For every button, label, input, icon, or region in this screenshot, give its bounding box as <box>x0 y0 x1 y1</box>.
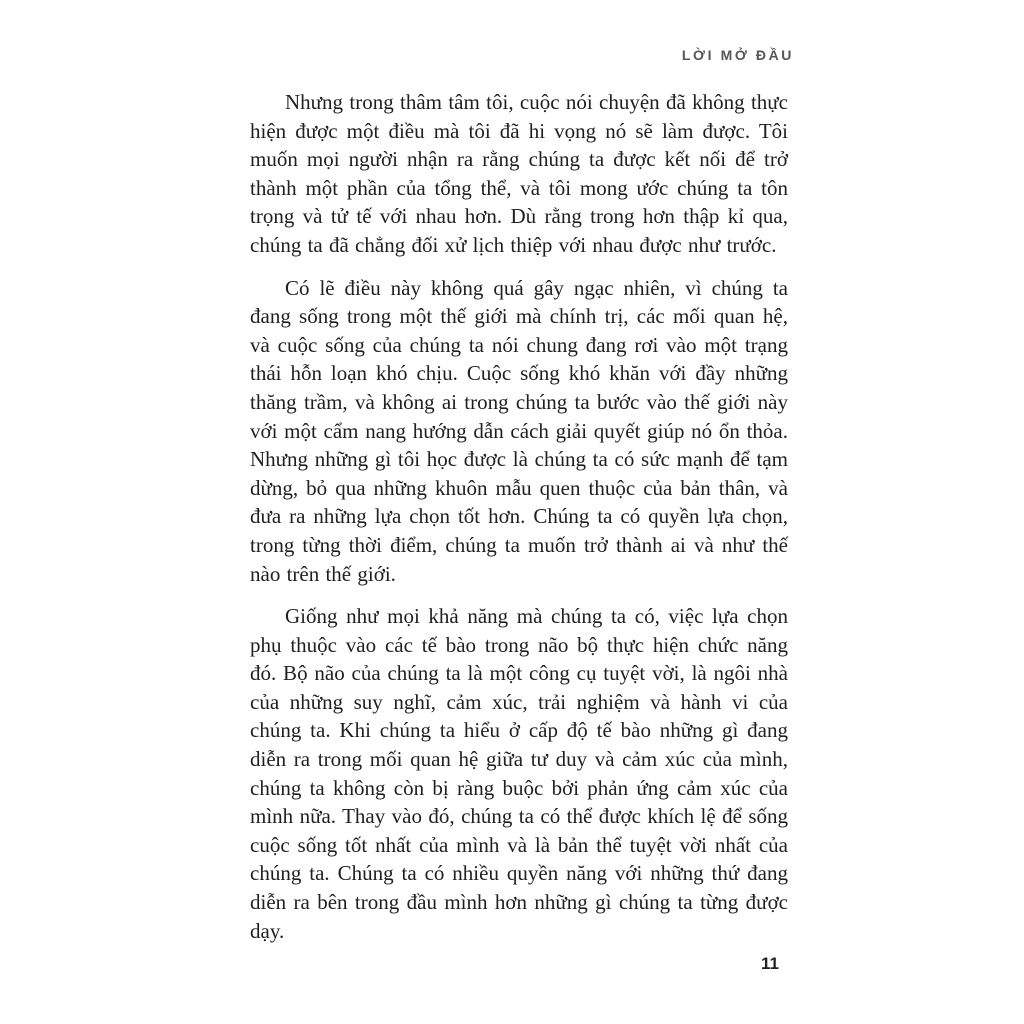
body-text-block <box>250 88 788 945</box>
running-header: LỜI MỞ ĐẦU <box>681 47 794 63</box>
paragraph-1: Nhưng trong thâm tâm tôi, cuộc nói chuyện đã không thực hiện được một điều mà tôi đã hi vọng nó sẽ làm được. Tôi muốn mọi người nhận ra rằng chúng ta được kết nối để trở thành một phần của tổng thể, và tôi mong ước chúng ta tôn trọng và tử tế với nhau hơn. Dù rằng trong hơn thập kỉ qua, chúng ta đã chẳng đối xử lịch thiệp với nhau được như trước. <box>250 90 788 257</box>
paragraph-3: Giống như mọi khả năng mà chúng ta có, việc lựa chọn phụ thuộc vào các tế bào trong não bộ thực hiện chức năng đó. Bộ não của chúng ta là một công cụ tuyệt vời, là ngôi nhà của những suy nghĩ, cảm xúc, trải nghiệm và hành vi của chúng ta. Khi chúng ta hiểu ở cấp độ tế bào những gì đang diễn ra trong mối quan hệ giữa tư duy và cảm xúc của mình, chúng ta không còn bị ràng buộc bởi phản ứng cảm xúc của mình nữa. Thay vào đó, chúng ta có thể được khích lệ để sống cuộc sống tốt nhất của mình và là bản thể tuyệt vời nhất của chúng ta. Chúng ta có nhiều quyền năng với những thứ đang diễn ra bên trong đầu mình hơn những gì chúng ta từng được dạy. <box>250 604 788 943</box>
page-number: 11 <box>761 954 779 973</box>
paragraph-2: Có lẽ điều này không quá gây ngạc nhiên, vì chúng ta đang sống trong một thế giới mà chính trị, các mối quan hệ, và cuộc sống của chúng ta nói chung đang rơi vào một trạng thái hỗn loạn khó chịu. Cuộc sống khó khăn với đầy những thăng trầm, và không ai trong chúng ta bước vào thế giới này với một cẩm nang hướng dẫn cách giải quyết giúp nó ổn thỏa. Nhưng những gì tôi học được là chúng ta có sức mạnh để tạm dừng, bỏ qua những khuôn mẫu quen thuộc của bản thân, và đưa ra những lựa chọn tốt hơn. Chúng ta có quyền lựa chọn, trong từng thời điểm, chúng ta muốn trở thành ai và như thế nào trên thế giới. <box>250 275 788 586</box>
